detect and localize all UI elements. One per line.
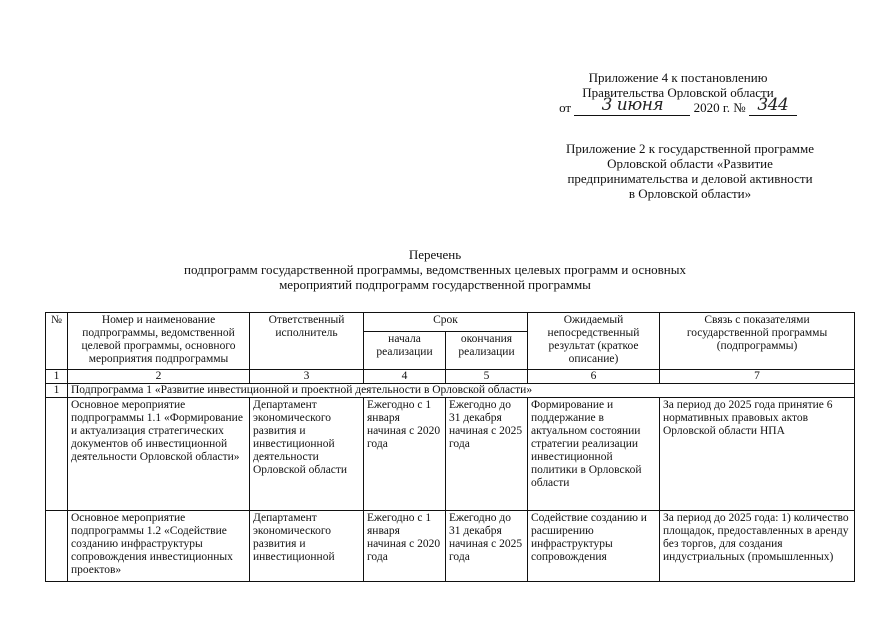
col-number: 5 (446, 370, 528, 384)
header-link: Связь с показателями государственной программы (подпрограммы) (660, 313, 855, 370)
row-num-cell (46, 511, 68, 582)
appendix2-line3: предпринимательства и деловой активности (567, 171, 813, 186)
header-term-end: окончания реализации (446, 332, 528, 370)
table-row (46, 511, 855, 582)
appendix2-line2: Орловской области «Развитие (607, 156, 773, 171)
title-line3: мероприятий подпрограмм государственной программы (279, 277, 591, 292)
row-result: Формирование и поддержание в актуальном состоянии стратегии реализации инвестиционной политики в Орловской области (528, 398, 660, 511)
header-name: Номер и наименование подпрограммы, ведомственной целевой программы, основного мероприятия подпрограммы (68, 313, 250, 370)
col-number: 1 (46, 370, 68, 384)
header-result: Ожидаемый непосредственный результат (краткое описание) (528, 313, 660, 370)
row-link: За период до 2025 года принятие 6 нормативных правовых актов Орловской области НПА (660, 398, 855, 511)
year-number-label: 2020 г. № (693, 100, 746, 115)
appendix4-line2: Правительства Орловской области (582, 85, 774, 100)
row-executor: Департамент экономического развития и инвестиционной (250, 511, 364, 582)
col-number: 2 (68, 370, 250, 384)
title-line2: подпрограмм государственной программы, ведомственных целевых программ и основных (184, 262, 686, 277)
measures-table (45, 312, 855, 582)
appendix4-block (548, 70, 808, 116)
appendix2-line4: в Орловской области» (628, 186, 752, 201)
col-number: 3 (250, 370, 364, 384)
handwritten-date: 3 июня (601, 95, 664, 115)
row-name: Основное мероприятие подпрограммы 1.2 «Содействие созданию инфраструктуры сопровождения инвестиционных проектов» (68, 511, 250, 582)
date-signature-line (574, 95, 690, 116)
row-name: Основное мероприятие подпрограммы 1.1 «Формирование и актуализация стратегических документов об инвестиционной деятельности Орловской области» (68, 398, 250, 511)
row-start: Ежегодно с 1 января начиная с 2020 года (364, 511, 446, 582)
row-num-cell (46, 398, 68, 511)
subprogram-title: Подпрограмма 1 «Развитие инвестиционной и проектной деятельности в Орловской области» (68, 384, 855, 398)
table-row (46, 398, 855, 511)
title-line1: Перечень (408, 247, 462, 262)
row-executor: Департамент экономического развития и инвестиционной деятельности Орловской области (250, 398, 364, 511)
from-label: от (559, 100, 572, 115)
row-end: Ежегодно до 31 декабря начиная с 2025 года (446, 511, 528, 582)
header-term: Срок (364, 313, 528, 332)
subprogram-row (46, 384, 855, 398)
col-number: 7 (660, 370, 855, 384)
appendix2-line1: Приложение 2 к государственной программе (565, 141, 815, 156)
row-start: Ежегодно с 1 января начиная с 2020 года (364, 398, 446, 511)
row-result: Содействие созданию и расширению инфраструктуры сопровождения (528, 511, 660, 582)
column-numbers-row (46, 370, 855, 384)
row-link: За период до 2025 года: 1) количество площадок, предоставленных в аренду без торгов, для создания индустриальных (промышленных) (660, 511, 855, 582)
header-row-1 (46, 313, 855, 332)
appendix4-line1: Приложение 4 к постановлению (588, 70, 768, 85)
subprogram-num: 1 (46, 384, 68, 398)
appendix4-date-line (548, 95, 808, 116)
number-signature-line (749, 95, 797, 116)
col-number: 4 (364, 370, 446, 384)
row-end: Ежегодно до 31 декабря начиная с 2025 года (446, 398, 528, 511)
handwritten-number: 344 (757, 95, 789, 115)
header-executor: Ответственный исполнитель (250, 313, 364, 370)
header-num: № (46, 313, 68, 370)
col-number: 6 (528, 370, 660, 384)
header-term-start: начала реализации (364, 332, 446, 370)
appendix2-block (530, 141, 850, 201)
document-title (120, 247, 750, 292)
